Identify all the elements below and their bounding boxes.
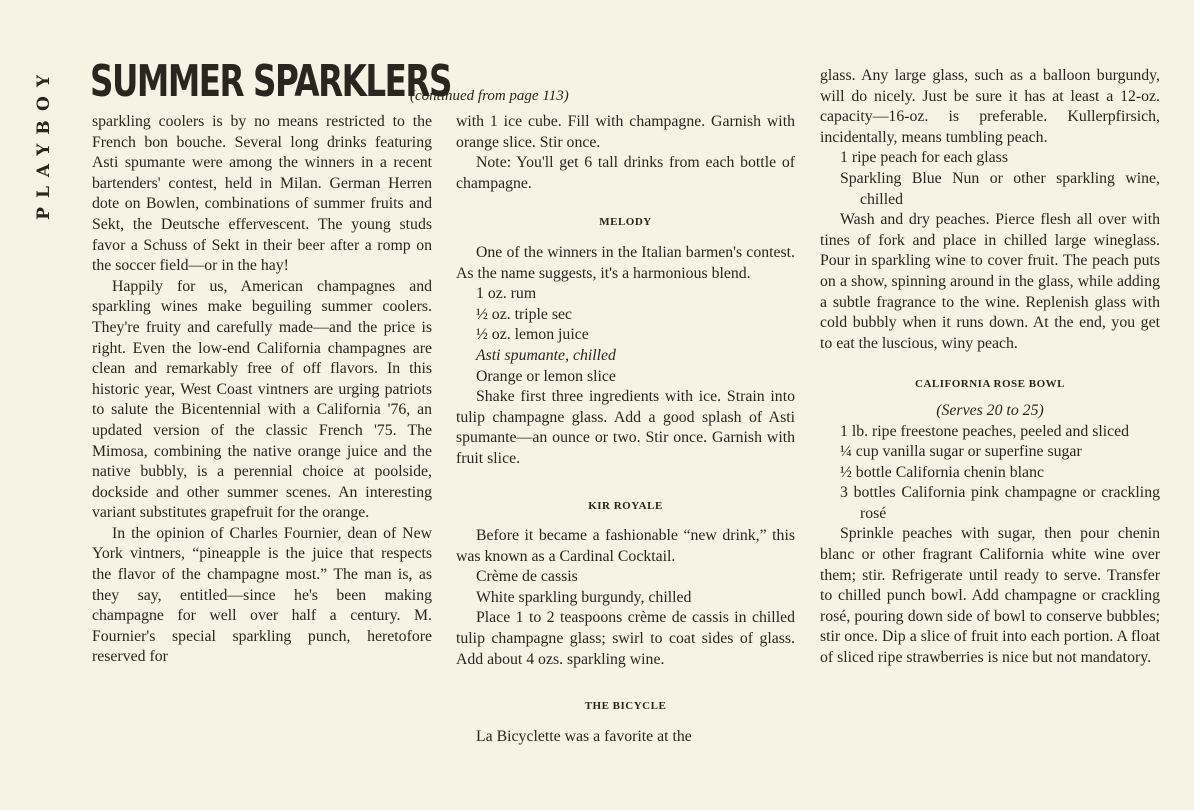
ingredient: Crème de cassis (476, 568, 578, 586)
paragraph: glass. Any large glass, such as a balloon burgundy, will do nicely. Just be sure it has at least a 12-oz. capacity—16-oz. is preferable. Kullerpfirsich, incidentally, means tumbling peach. (820, 67, 1160, 146)
ingredient: Sparkling Blue Nun or other sparkling wine, chilled (840, 169, 1160, 208)
article-title: SUMMER SPARKLERS (90, 56, 452, 107)
ingredient: Orange or lemon slice (476, 367, 616, 385)
ingredient: ½ bottle California chenin blanc (840, 463, 1044, 481)
ingredient: White sparkling burgundy, chilled (476, 588, 692, 606)
recipe-heading-bicycle: THE BICYCLE (584, 700, 667, 713)
paragraph: with 1 ice cube. Fill with champagne. Garnish with orange slice. Stir once. (456, 113, 795, 151)
recipe-heading-kir: KIR ROYALE (588, 499, 663, 512)
paragraph: Happily for us, American champagnes and sparkling wines make beguiling summer coolers. They're fruity and carefully made—and the price is right. Even the low-end California champagnes are clean and remarkably free of off flavors. In this historic year, West Coast vintners are urging patriots to salute the Bicentennial with a California '76, an updated version of the classic French '75. The Mimosa, combining the native orange juice and the native bubbly, is a perennial choice at poolside, dockside and other summer scenes. An interesting variant substitutes grapefruit for the orange. (92, 277, 432, 522)
ingredient: ½ oz. triple sec (476, 305, 573, 323)
serves-note: (Serves 20 to 25) (936, 401, 1044, 419)
paragraph: Before it became a fashionable “new drink,” this was known as a Cardinal Cocktail. (456, 527, 795, 565)
paragraph: sparkling coolers is by no means restricted to the French bon bouche. Several long drinks featuring Asti spumante were among the winners in a recent bartenders' contest, held in Milan. German Herren dote on Bowlen, combinations of summer fruits and Sekt, the Deutsche effervescent. The young studs favor a Schuss of Sekt in their beer after a romp on the soccer field—or in the hay! (92, 113, 432, 275)
continued-note: (continued from page 113) (410, 88, 569, 104)
paragraph: Shake first three ingredients with ice. Strain into tulip champagne glass. Add a good splash of Asti spumante—an ounce or two. Stir once. Garnish with fruit slice. (456, 388, 795, 467)
paragraph: One of the winners in the Italian barmen's contest. As the name suggests, it's a harmonious blend. (456, 243, 795, 282)
paragraph: Sprinkle peaches with sugar, then pour chenin blanc or other fragrant California white wine over them; stir. Refrigerate until ready to serve. Transfer to chilled punch bowl. Add champagne or crackling rosé, pouring down side of bowl to conserve bubbles; stir once. Dip a slice of fruit into each portion. A float of sliced ripe strawberries is nice but not mandatory. (820, 525, 1160, 667)
paragraph: In the opinion of Charles Fournier, dean of New York vintners, “pineapple is the juice that respects the flavor of the champagne most.” The man is, as they say, entitled—since he's been making champagne for well over half a century. M. Fournier's special sparkling punch, heretofore reserved for (92, 524, 432, 666)
ingredient: 1 ripe peach for each glass (840, 149, 1008, 167)
ingredient: ¼ cup vanilla sugar or superfine sugar (840, 443, 1082, 461)
paragraph: Place 1 to 2 teaspoons crème de cassis in chilled tulip champagne glass; swirl to coat sides of glass. Add about 4 ozs. sparkling wine. (456, 609, 795, 668)
ingredient: 1 lb. ripe freestone peaches, peeled and sliced (840, 422, 1130, 440)
paragraph: La Bicyclette was a favorite at the (476, 727, 692, 745)
paragraph: Wash and dry peaches. Pierce flesh all over with tines of fork and place in chilled large wineglass. Pour in sparkling wine to cover fruit. The peach puts on a show, spinning around in the glass, while adding a subtle fragrance to the wine. Replenish glass with cold bubbly when it runs down. At the end, you get to eat the luscious, winy peach. (820, 211, 1160, 352)
recipe-heading-rose-bowl: CALIFORNIA ROSE BOWL (915, 378, 1065, 391)
column-2 (456, 112, 795, 747)
ingredient: Asti spumante, chilled (476, 346, 616, 364)
ingredient: ½ oz. lemon juice (476, 326, 589, 344)
ingredient: 3 bottles California pink champagne or crackling rosé (840, 484, 1160, 522)
column-3 (820, 66, 1160, 669)
paragraph: Note: You'll get 6 tall drinks from each bottle of champagne. (456, 154, 795, 192)
recipe-heading-melody: MELODY (599, 216, 652, 229)
magazine-side-label: PLAYBOY (34, 66, 54, 220)
column-1 (92, 112, 432, 668)
ingredient: 1 oz. rum (476, 285, 537, 303)
